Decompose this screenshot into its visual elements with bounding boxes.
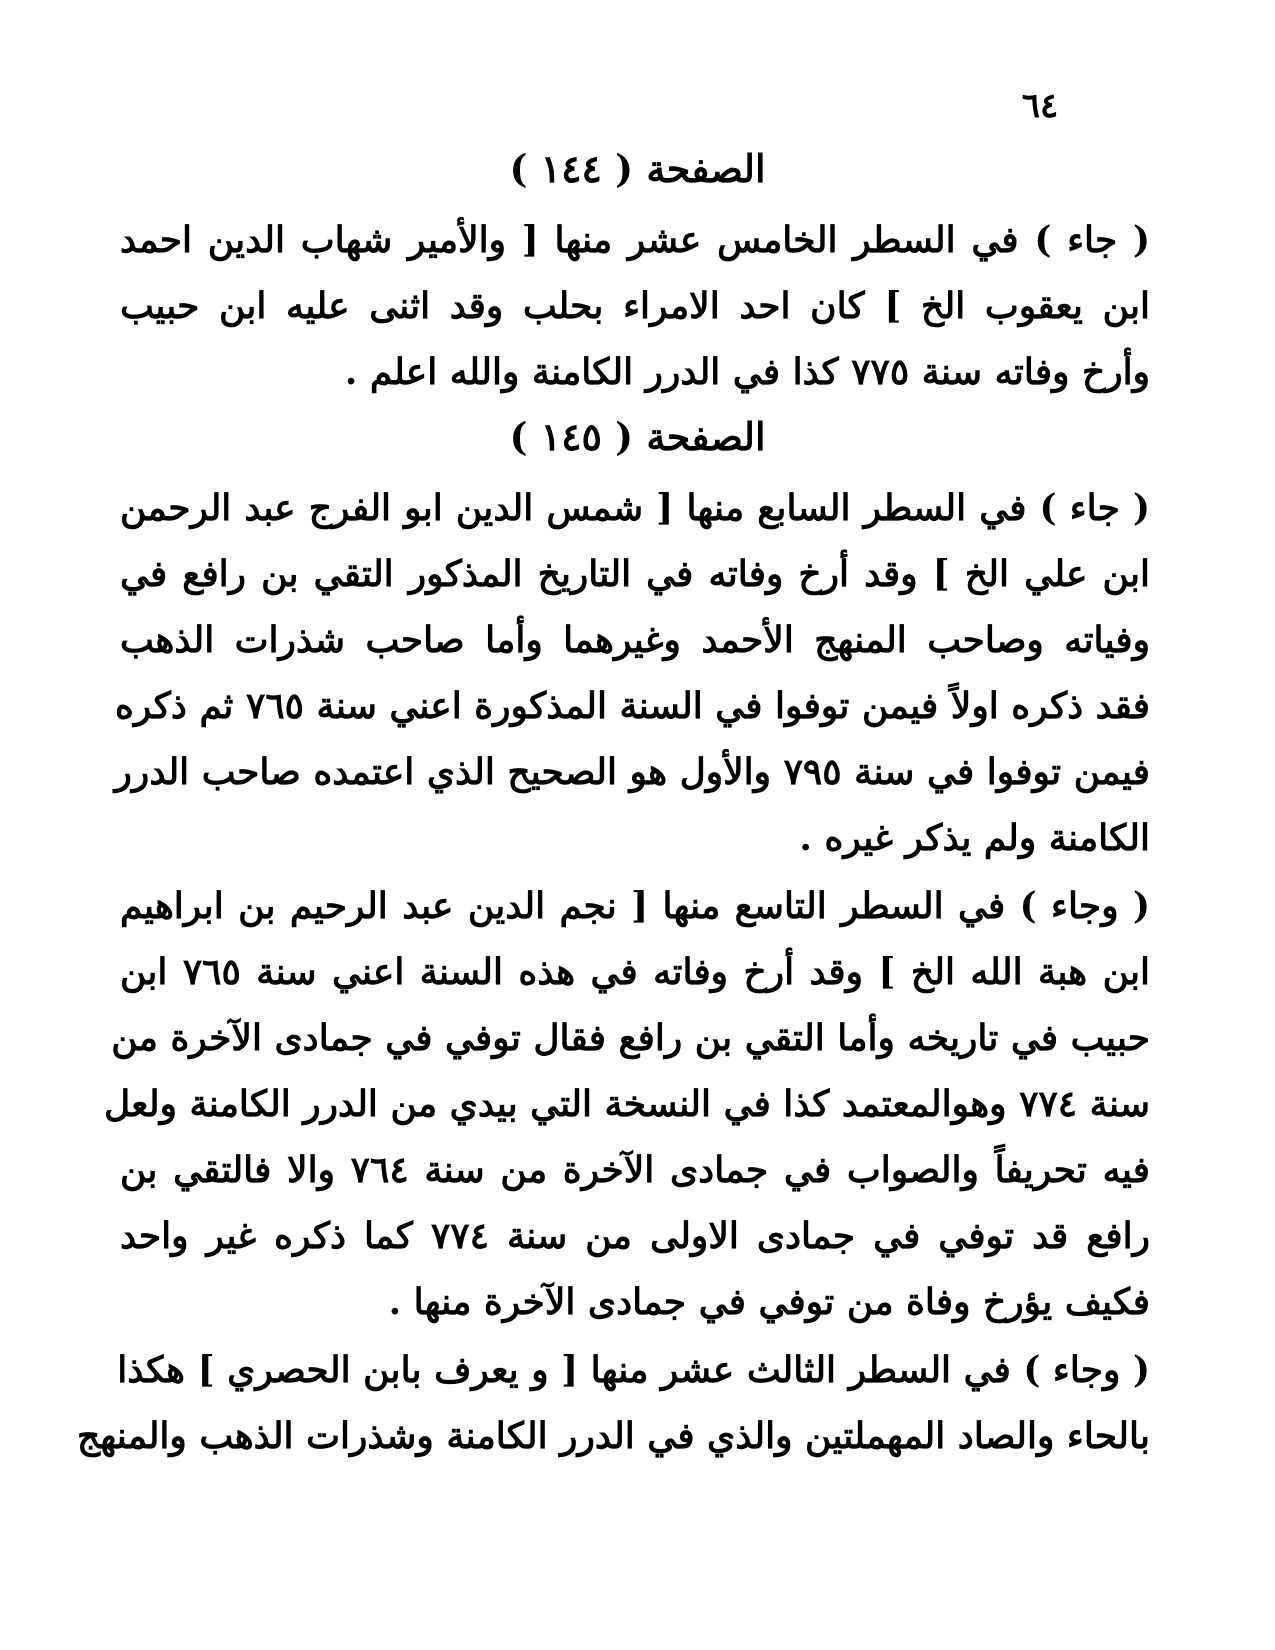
text-line: وفياته وصاحب المنهج الأحمد وغيرهما وأما صاحب شذرات الذهب bbox=[120, 619, 1150, 661]
page-number: ٦٤ bbox=[1021, 86, 1059, 126]
text-line: ( وجاء ) في السطر التاسع منها [ نجم الدين عبد الرحيم بن ابراهيم bbox=[120, 885, 1150, 927]
text-line: الكامنة ولم يذكر غيره . bbox=[799, 817, 1150, 859]
text-line: رافع قد توفي في جمادى الاولى من سنة ٧٧٤ كما ذكره غير واحد bbox=[120, 1215, 1151, 1257]
text-line: حبيب في تاريخه وأما التقي بن رافع فقال توفي في جمادى الآخرة من bbox=[111, 1017, 1150, 1059]
text-line: ابن يعقوب الخ ] كان احد الامراء بحلب وقد اثنى عليه ابن حبيب bbox=[120, 285, 1150, 327]
text-line: وأرخ وفاته سنة ٧٧٥ كذا في الدرر الكامنة والله اعلم . bbox=[344, 351, 1150, 393]
text-line: ابن هبة الله الخ ] وقد أرخ وفاته في هذه السنة اعني سنة ٧٦٥ ابن bbox=[120, 951, 1150, 993]
text-line: فيه تحريفاً والصواب في جمادى الآخرة من سنة ٧٦٤ والا فالتقي بن bbox=[120, 1149, 1151, 1191]
text-line: فيمن توفوا في سنة ٧٩٥ والأول هو الصحيح الذي اعتمده صاحب الدرر bbox=[114, 751, 1150, 793]
text-line: ابن علي الخ ] وقد أرخ وفاته في التاريخ المذكور التقي بن رافع في bbox=[120, 553, 1150, 595]
text-line: ( وجاء ) في السطر الثالث عشر منها [ و يعرف بابن الحصري ] هكذا bbox=[117, 1349, 1150, 1391]
text-line: سنة ٧٧٤ وهوالمعتمد كذا في النسخة التي بيدي من الدرر الكامنة ولعل bbox=[103, 1083, 1150, 1125]
text-line: ( جاء ) في السطر الخامس عشر منها [ والأمير شهاب الدين احمد bbox=[120, 219, 1150, 261]
text-line: ( جاء ) في السطر السابع منها [ شمس الدين ابو الفرج عبد الرحمن bbox=[120, 487, 1150, 529]
text-line: فكيف يؤرخ وفاة من توفي في جمادى الآخرة منها . bbox=[388, 1281, 1150, 1323]
section-heading-145: الصفحة ( ١٤٥ ) bbox=[509, 414, 766, 459]
text-line: بالحاء والصاد المهملتين والذي في الدرر الكامنة وشذرات الذهب والمنهج bbox=[76, 1415, 1150, 1457]
section-heading-144: الصفحة ( ١٤٤ ) bbox=[509, 146, 766, 191]
text-line: فقد ذكره اولاً فيمن توفوا في السنة المذكورة اعني سنة ٧٦٥ ثم ذكره bbox=[115, 685, 1150, 727]
